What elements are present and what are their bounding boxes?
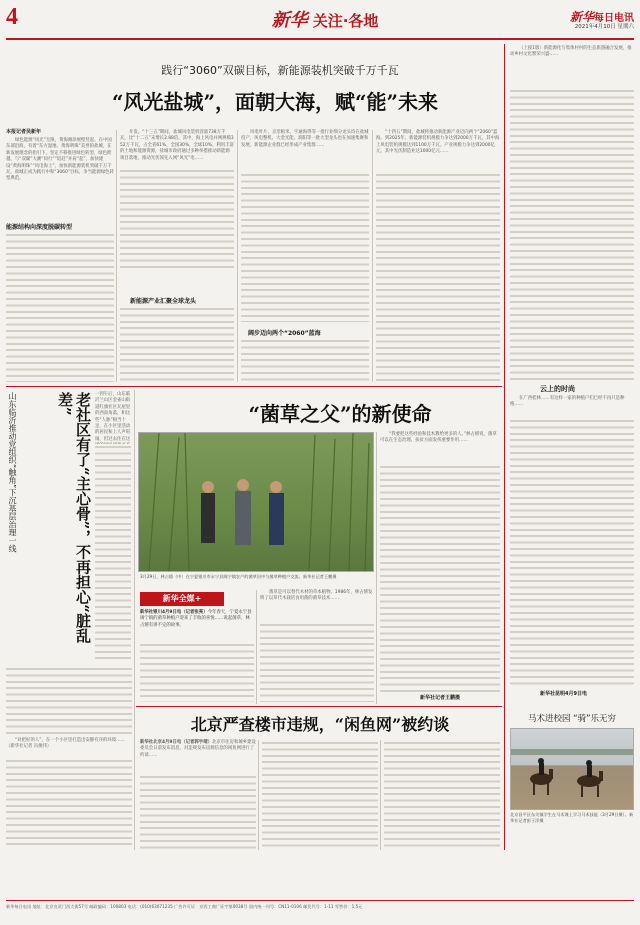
right-col-story-1b-text: 在广西桂林……有这样一家的种植户们已经不再只是种植…… bbox=[510, 396, 625, 408]
side-story-top-rule bbox=[6, 386, 502, 387]
bottom-col-1-filler bbox=[140, 774, 256, 850]
bottom-divider-2 bbox=[380, 740, 381, 850]
lead-divider-3 bbox=[372, 130, 373, 382]
juncao-field-image bbox=[139, 433, 373, 571]
right-col-filler-2 bbox=[510, 418, 634, 688]
mid-col-2-text: 菌草是可以替代木材的草本植物。1986年，林占熺发明了以草代木栽培食用菌的菌草技术…… bbox=[260, 590, 373, 602]
horse-caption bbox=[510, 812, 634, 850]
lead-col-2-filler-b bbox=[120, 306, 234, 382]
footer-imprint: 新华每日电讯 地址：北京宣武门西大街57号 邮政编码：100803 电话：(010)63071235 广告许可证：京西工商广证字第0038号 国内统一刊号：CN11-0106 邮发代号：1-11 零售价：1.5元 bbox=[6, 904, 363, 909]
bottom-body: 北京市住房和城乡建设委员会日前发布消息，对违规发布房源信息的闲鱼网进行了约谈…… bbox=[140, 740, 256, 758]
side-story-kicker: 山东临沂推动党组织“触角”下沉基层治理一线 bbox=[8, 392, 17, 553]
page-header bbox=[0, 0, 640, 38]
horse-caption-text: 北京昌平区东关镇学生在马术课上学习马术技能（3月29日摄）。新华社记者彭子洋摄 bbox=[510, 812, 634, 823]
side-story-body bbox=[95, 392, 131, 442]
lead-col-1-continued bbox=[6, 232, 114, 382]
lead-col-4-filler bbox=[376, 172, 500, 382]
right-column-divider bbox=[504, 44, 505, 850]
right-col-story-1 bbox=[510, 46, 634, 86]
section-title bbox=[210, 6, 440, 32]
lead-col-3 bbox=[241, 130, 369, 170]
lead-col-3-text: 风电叶片，京沿帕米，宇通海得等一批行业细分龙头均在盐城投产，风电整机、大金光能、润阳等一批大型龙头也在加速集聚和发展，新能源企业群已经形成产业集群…… bbox=[241, 130, 369, 148]
lead-col-2-text: 开发。“十三五”期间，盐城风电装机容量738万千瓦，比“十二五”末增长2.88倍，其中，海上风电并网规模352万千瓦，占全省61%，全国30%，全球10%。利用丰富的土地和能源资源，盐城市政府通过多种举措推动新能源项目落地，推动光伏领先入网“风光”电…… bbox=[120, 130, 234, 161]
mid-body-text: 今年春天，宁夏永宁县闽宁镇的菌草种植户迎来了丰收的喜悦……说起菌草，林占熺有讲不完的故事。 bbox=[140, 610, 252, 628]
lead-divider-1 bbox=[116, 130, 117, 382]
lead-col-4-text: “十四五”期间，盐城将推动新能源产业迈向两个“2060”蓝海。到2025年，新能源装机规模力争达到2000万千瓦，其中海上风电装机规模达到1100万千瓦。产业规模力争达到2000亿元，其中光伏制造业达1000亿元…… bbox=[376, 130, 500, 155]
horse-photo bbox=[510, 728, 634, 810]
lead-subhead-3: 阔步迈向两个“2060”蓝海 bbox=[248, 330, 321, 337]
side-story-headline: 老社区有了“主心骨”，不再担心“脏乱差” bbox=[56, 392, 92, 643]
mid-col-3 bbox=[380, 432, 500, 462]
lead-col-3-filler bbox=[241, 172, 369, 322]
header-rule bbox=[6, 38, 634, 40]
mid-dateline-text: 新华社银川4月9日电（记者张亮） bbox=[140, 610, 208, 615]
bottom-story-rule bbox=[136, 706, 502, 707]
bottom-col-1 bbox=[140, 740, 256, 772]
bottom-divider-1 bbox=[258, 740, 259, 850]
lead-col-2-filler bbox=[120, 168, 234, 272]
horse-riders-image bbox=[511, 729, 633, 809]
lead-divider-2 bbox=[237, 130, 238, 382]
horse-headline: 马术进校园 “骑”乐无穷 bbox=[527, 714, 616, 724]
lead-kicker: 践行“3060”双碳目标，新能源装机突破千万千瓦 bbox=[161, 64, 399, 77]
right-col-subhead: 云上的时尚 bbox=[540, 385, 575, 393]
left-bottom-text-body: “对把好的人”，在一个小区里打造出安静有序的环境……（新华社记者 冯俊伟） bbox=[6, 738, 125, 750]
xinhua-allmedia-logo bbox=[140, 592, 224, 606]
right-col-filler-1 bbox=[510, 88, 634, 380]
section-brand: 新华 bbox=[271, 10, 308, 31]
mid-col-2 bbox=[260, 590, 374, 620]
mid-photo-caption-text: 3月29日，林占熺（中）在宁夏银川市永宁县闽宁镇农户的菌草田中与菌草种植户交流。新华社记者王鹏摄 bbox=[140, 574, 337, 579]
issue-date: 2021年4月10日 星期六 bbox=[574, 24, 634, 30]
side-story-filler bbox=[95, 444, 131, 662]
paper-brand-rest: 每日电讯 bbox=[594, 13, 634, 24]
lead-col-1-text: 绿色能源“风光”无限，黄海滩涂展壁竖起。在中国东部沿海，有着“东方湿地、黄海明珠”美誉的盐城，在新发展理念的指引下，坚定不移推进绿色转型，绿色跨越，与“双碳”大潮“同行”“追赶”并肩“起”，加快建设“黄海明珠”“风电海上”，加快新能源装机突破千万千瓦，盐城正成为践行中和“3060”目标，争当能源绿色转型典范。 bbox=[6, 138, 114, 182]
side-story-body-text: 一到午后，山东临沂兰山区金雀山街道红旗社区瓦屋里的西南角落，和这些“人脉”相当十足，在小区里活动的居民和上人声喧闹，但过去住在这 bbox=[95, 392, 131, 442]
mid-col-3-filler bbox=[380, 464, 500, 692]
bottom-col-3-filler bbox=[384, 740, 500, 850]
mid-col-1-filler bbox=[140, 642, 254, 702]
side-divider bbox=[134, 390, 135, 850]
right-col-credit: 新华社昆明4月9日电 bbox=[540, 691, 587, 697]
mid-photo-caption bbox=[140, 574, 370, 588]
section-name: 关注·各地 bbox=[312, 12, 379, 30]
lead-subhead-2: 新能源产业汇聚全球龙头 bbox=[130, 298, 197, 305]
left-bottom-filler bbox=[6, 758, 132, 846]
page-number: 4 bbox=[6, 4, 18, 30]
mid-divider-1 bbox=[256, 590, 257, 704]
lead-byline: 本报记者吴新年 bbox=[6, 129, 42, 135]
right-col-story-1b bbox=[510, 396, 634, 416]
mid-col-3-text: “我要把这些经验和技术教给更多的人。”林占熺说，菌草可以在生态治理、扶贫方面发挥重要作用…… bbox=[380, 432, 497, 444]
mid-divider-2 bbox=[376, 432, 377, 704]
lead-col-4 bbox=[376, 130, 500, 170]
juncao-photo bbox=[138, 432, 374, 572]
lead-subhead-1: 能源结构向深度脱碳转型 bbox=[6, 224, 73, 231]
lead-col-3-filler-b bbox=[241, 338, 369, 382]
paper-brand-main: 新华 bbox=[569, 10, 594, 24]
mid-headline: “菌草之父”的新使命 bbox=[248, 402, 432, 426]
bottom-col-2-filler bbox=[262, 740, 378, 850]
lead-headline: “风光盐城”，面朝大海，赋“能”未来 bbox=[111, 90, 438, 114]
mid-col-2-filler bbox=[260, 622, 374, 702]
xinhua-allmedia-label: 新华全媒+ bbox=[162, 594, 202, 603]
side-story-continued bbox=[6, 666, 132, 736]
mid-credit: 新华社记者王鹏摄 bbox=[420, 695, 461, 701]
mid-dateline bbox=[140, 610, 254, 640]
bottom-headline: 北京严查楼市违规，“闲鱼网”被约谈 bbox=[190, 715, 450, 734]
right-col-story-1-text: （上接1版）新能源化与集体村村的生态旅游融合发展，推动乡村文化繁荣兴盛…… bbox=[510, 46, 632, 58]
bottom-dateline: 新华社北京4月9日电（记者郭宇靖） bbox=[140, 740, 212, 745]
footer-rule bbox=[6, 900, 634, 901]
